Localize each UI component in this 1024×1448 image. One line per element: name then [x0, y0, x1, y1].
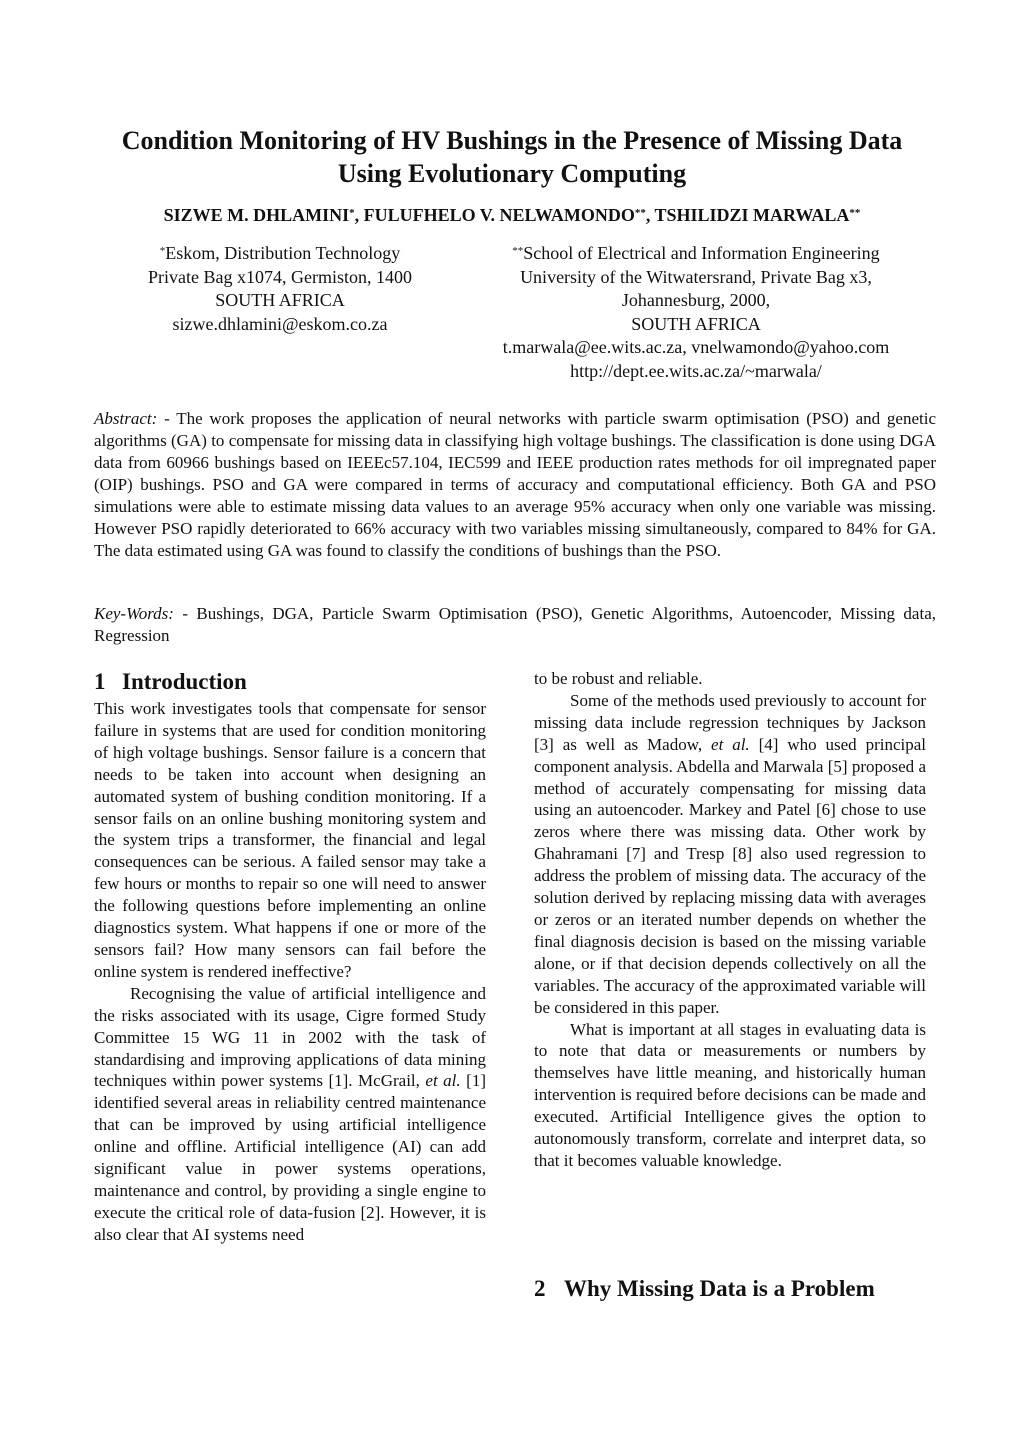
section-title: Introduction — [122, 669, 247, 694]
paper-title — [60, 124, 964, 190]
affiliation-mark: ** — [512, 245, 524, 257]
citation-etal: et al. — [425, 1071, 461, 1091]
section-heading — [534, 1275, 875, 1303]
paragraph-text: [1] identified several areas in reliability centred maintenance that can be improved by using artificial intelligence online and offline. Artificial intelligence (AI) can add significant value in power systems operations, maintenance and control, by providing a single engine to execute the critical role of data-fusion [2]. However, it is also clear that AI systems need — [94, 1071, 486, 1244]
section-heading — [94, 668, 486, 696]
paragraph-text: Recognising the value of artificial intelligence and the risks associated with its usage, Cigre formed Study Committee 15 WG 11 in 2002 with the task of standardising and improving applications of data mining techniques within power systems [1]. McGrail, — [94, 983, 486, 1091]
paragraph — [534, 690, 926, 1019]
paragraph: What is important at all stages in evaluating data is to note that data or measurements or numbers by themselves have little meaning, and historically human intervention is required before decisions can be made and executed. Artificial Intelligence gives the option to autonomously transform, correlate and interpret data, so that it becomes valuable knowledge. — [534, 1019, 926, 1170]
affiliation-line: Johannesburg, 2000, — [621, 290, 771, 310]
affiliation-email[interactable]: sizwe.dhlamini@eskom.co.za — [172, 313, 388, 334]
section-title: Why Missing Data is a Problem — [564, 1276, 875, 1301]
author-name: , FULUFHELO V. NELWAMONDO — [354, 205, 635, 225]
abstract-label: Abstract: — [94, 409, 158, 428]
author-name: , TSHILIDZI MARWALA — [645, 205, 850, 225]
paragraph — [94, 983, 486, 1246]
affiliation-line: SOUTH AFRICA — [631, 313, 761, 334]
paragraph-text: [4] who used principal component analysis. Abdella and Marwala [5] proposed a method of accurately compensating for missing data using an autoencoder. Markey and Patel [6] chose to use zeros where there was missing data. Other work by Ghahramani [7] and Tresp [8] also used regression to address the problem of missing data. The accuracy of the solution derived by replacing missing data with averages or zeros or an iterated number depends on whether the final diagnosis decision is based on the missing variable alone, or if that decision depends collectively on all the variables. The accuracy of the approximated variable will be considered in this paper. — [534, 734, 926, 1017]
keywords — [94, 603, 936, 647]
affiliation-line: University of the Witwatersrand, Private Bag x3, — [520, 266, 872, 287]
abstract — [94, 408, 936, 562]
keywords-text: - Bushings, DGA, Particle Swarm Optimisation (PSO), Genetic Algorithms, Autoencoder, Missing data, Regression — [94, 604, 936, 645]
paragraph: This work investigates tools that compensate for sensor failure in systems that are used for condition monitoring of high voltage bushings. Sensor failure is a concern that needs to be taken into account when designing an automated system of bushing condition monitoring. If a sensor fails on an online bushing monitoring system and the system trips a transformer, the financial and legal consequences can be serious. A failed sensor may take a few hours or months to repair so one will need to answer the following questions before implementing an online diagnostics system. What happens if one or more of the sensors fail? How many sensors can fail before the online system is rendered ineffective? — [94, 699, 486, 981]
right-column — [534, 668, 926, 1172]
affiliation-line: Private Bag x1074, Germiston, 1400 — [148, 266, 412, 287]
keywords-label: Key-Words: — [94, 604, 174, 623]
section-number: 2 — [534, 1276, 546, 1301]
affiliation-line: School of Electrical and Information Engineering — [523, 243, 880, 263]
affiliation-eskom — [110, 242, 450, 336]
title-line-1: Condition Monitoring of HV Bushings in the Presence of Missing Data — [121, 126, 903, 155]
affiliation-line: Eskom, Distribution Technology — [165, 243, 401, 263]
paragraph: to be robust and reliable. — [534, 669, 703, 688]
author-mark: ** — [849, 207, 861, 219]
affiliation-wits — [460, 242, 932, 383]
section-number: 1 — [94, 669, 106, 694]
title-line-2: Using Evolutionary Computing — [337, 159, 687, 188]
left-column — [94, 668, 486, 1246]
paragraph-text: Some of the methods used previously to account for missing data include regression techniques by Jackson [3] as well as Madow, — [534, 690, 926, 754]
author-mark: ** — [634, 207, 646, 219]
affiliation-email[interactable]: t.marwala@ee.wits.ac.za, vnelwamondo@yahoo.com — [502, 337, 890, 357]
affiliation-line: SOUTH AFRICA — [215, 290, 345, 310]
author-mark: * — [349, 207, 355, 219]
affiliation-url[interactable]: http://dept.ee.wits.ac.za/~marwala/ — [570, 360, 822, 381]
abstract-text: - The work proposes the application of neural networks with particle swarm optimisation (PSO) and genetic algorithms (GA) to compensate for missing data in classifying high voltage bushings. The classification is done using DGA data from 60966 bushings based on IEEEc57.104, IEC599 and IEEE production rates methods for oil impregnated paper (OIP) bushings. PSO and GA were compared in terms of accuracy and computational efficiency. Both GA and PSO simulations were able to estimate missing data values to an average 95% accuracy when only one variable was missing. However PSO rapidly deteriorated to 66% accuracy with two variables missing simultaneously, compared to 84% for GA. The data estimated using GA was found to classify the conditions of bushings than the PSO. — [94, 409, 936, 560]
citation-etal: et al. — [711, 734, 750, 754]
affiliation-mark: * — [159, 245, 166, 257]
author-name: SIZWE M. DHLAMINI — [163, 205, 350, 225]
author-list — [60, 204, 964, 226]
